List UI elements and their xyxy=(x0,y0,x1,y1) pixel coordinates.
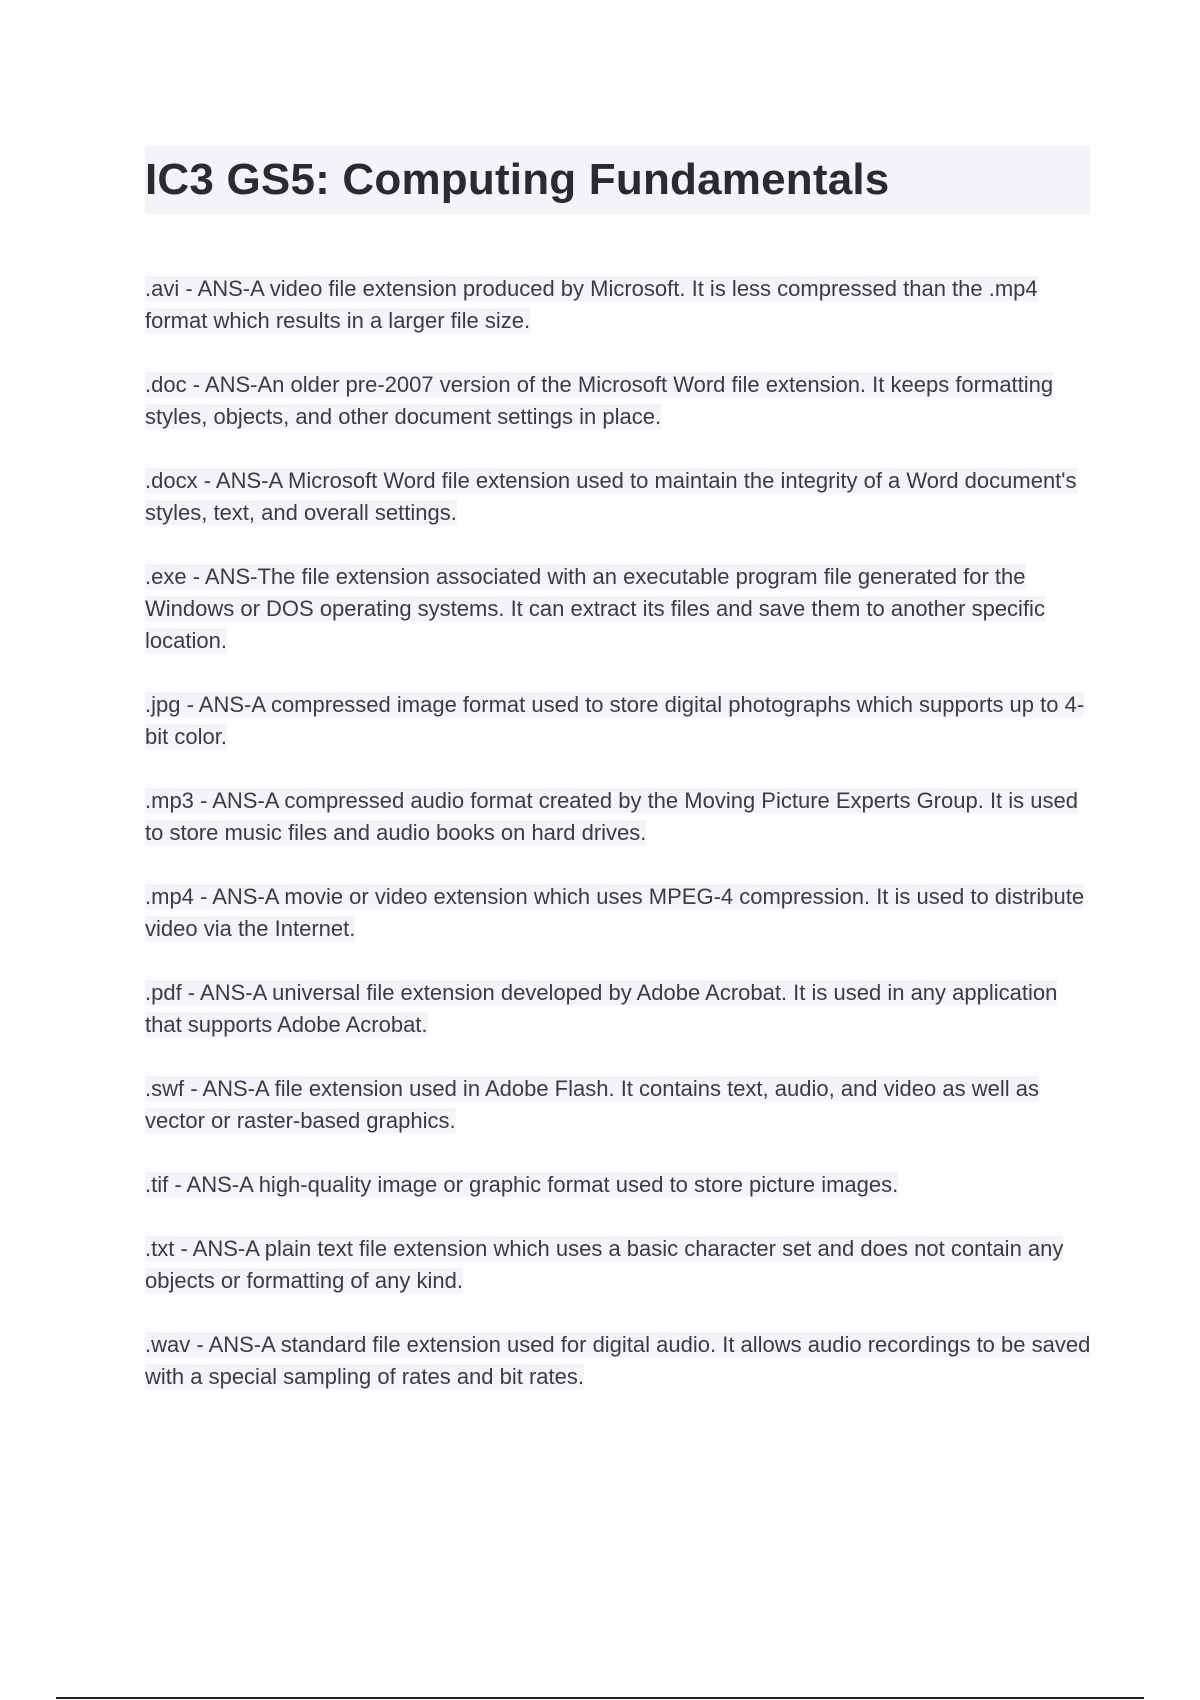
entry-text: .txt - ANS-A plain text file extension which uses a basic character set and does not contain any objects or formatting of any kind. xyxy=(145,1236,1064,1293)
entry-wav xyxy=(145,1329,1095,1393)
entry-avi xyxy=(145,273,1095,337)
entry-swf xyxy=(145,1073,1095,1137)
entry-docx xyxy=(145,465,1095,529)
entry-pdf xyxy=(145,977,1095,1041)
entry-mp4 xyxy=(145,881,1095,945)
entry-text: .doc - ANS-An older pre-2007 version of the Microsoft Word file extension. It keeps formatting styles, objects, and other document settings in place. xyxy=(145,372,1054,429)
entry-text: .tif - ANS-A high-quality image or graphic format used to store picture images. xyxy=(145,1172,899,1197)
entry-text: .exe - ANS-The file extension associated with an executable program file generated for the Windows or DOS operating systems. It can extract its files and save them to another specific location. xyxy=(145,564,1045,653)
entry-txt xyxy=(145,1233,1095,1297)
entry-text: .pdf - ANS-A universal file extension developed by Adobe Acrobat. It is used in any application that supports Adobe Acrobat. xyxy=(145,980,1058,1037)
entry-text: .swf - ANS-A file extension used in Adobe Flash. It contains text, audio, and video as well as vector or raster-based graphics. xyxy=(145,1076,1039,1133)
entry-doc xyxy=(145,369,1095,433)
page-title: IC3 GS5: Computing Fundamentals xyxy=(145,155,890,204)
entry-list xyxy=(145,273,1095,1425)
entry-text: .jpg - ANS-A compressed image format used to store digital photographs which supports up to 4-bit color. xyxy=(145,692,1085,749)
entry-text: .docx - ANS-A Microsoft Word file extension used to maintain the integrity of a Word document's styles, text, and overall settings. xyxy=(145,468,1077,525)
entry-exe xyxy=(145,561,1095,657)
entry-text: .wav - ANS-A standard file extension used for digital audio. It allows audio recordings to be saved with a special sampling of rates and bit rates. xyxy=(145,1332,1091,1389)
entry-text: .avi - ANS-A video file extension produced by Microsoft. It is less compressed than the .mp4 format which results in a larger file size. xyxy=(145,276,1038,333)
entry-tif xyxy=(145,1169,1095,1201)
footer-divider xyxy=(56,1697,1144,1699)
entry-text: .mp3 - ANS-A compressed audio format created by the Moving Picture Experts Group. It is used to store music files and audio books on hard drives. xyxy=(145,788,1078,845)
entry-mp3 xyxy=(145,785,1095,849)
entry-jpg xyxy=(145,689,1095,753)
entry-text: .mp4 - ANS-A movie or video extension which uses MPEG-4 compression. It is used to distribute video via the Internet. xyxy=(145,884,1085,941)
